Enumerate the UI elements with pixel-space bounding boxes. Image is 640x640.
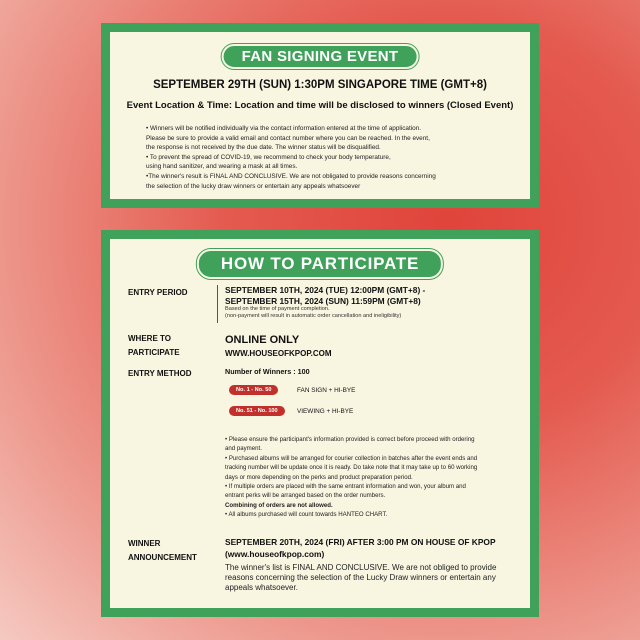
tier-range-badge: No. 1 - No. 50 <box>229 385 278 395</box>
winner-announcement-block <box>225 536 516 593</box>
fan-signing-event-card <box>101 23 539 208</box>
event-note: • To prevent the spread of COVID-19, we recommend to check your body temperature, <box>146 153 391 161</box>
method-note-bold: Combining of orders are not allowed. <box>225 501 333 509</box>
entry-method-notes <box>225 435 510 520</box>
entry-period-end: SEPTEMBER 15TH, 2024 (SUN) 11:59PM (GMT+8) <box>225 295 421 306</box>
winner-date: SEPTEMBER 20TH, 2024 (FRI) AFTER 3:00 PM ON HOUSE OF KPOP <box>225 537 496 547</box>
tier-prize: VIEWING + HI-BYE <box>297 408 354 415</box>
where-block <box>225 333 516 361</box>
method-note: • Purchased albums will be arranged for courier collection in batches after the event ends and <box>225 454 478 462</box>
winner-announcement-label: WINNER ANNOUNCEMENT <box>128 539 197 562</box>
method-note: • If multiple orders are placed with the same entrant information and won, your album and <box>225 483 466 491</box>
entry-period-start: SEPTEMBER 10TH, 2024 (TUE) 12:00PM (GMT+8) - <box>225 285 426 295</box>
event-notes-list <box>146 124 510 191</box>
entry-period-note: (non-payment will result in automatic order cancellation and ineligibility) <box>225 313 402 319</box>
entry-period-divider <box>217 285 218 323</box>
method-note: entrant perks will be arranged based on the order numbers. <box>225 492 386 500</box>
tier-range-badge: No. 51 - No. 100 <box>229 406 285 416</box>
entry-method-block <box>225 365 516 421</box>
event-date-time: SEPTEMBER 29TH (SUN) 1:30PM SINGAPORE TIME (GMT+8) <box>153 79 487 91</box>
entry-period-note: Based on the time of payment completion. <box>225 306 330 312</box>
where-site-link[interactable]: WWW.HOUSEOFKPOP.COM <box>225 349 332 358</box>
how-to-participate-card <box>101 230 539 617</box>
event-note: the response is not received by the due date. The winner status will be disqualified. <box>146 144 381 152</box>
event-note: •The winner's result is FINAL AND CONCLUSIVE. We are not obligated to provide reasons concerning <box>146 172 436 180</box>
event-note: using hand sanitizer, and wearing a mask at all times. <box>146 163 298 171</box>
how-to-participate-panel <box>110 239 530 608</box>
how-to-participate-title: HOW TO PARTICIPATE <box>197 249 443 279</box>
entry-period-block <box>225 285 516 320</box>
tier-prize: FAN SIGN + HI-BYE <box>297 387 356 394</box>
method-note: tracking number will be update once it is ready. Do take note that it may take up to 60 working <box>225 464 478 472</box>
entry-period-label: ENTRY PERIOD <box>128 288 188 297</box>
method-note: • All albums purchased will count towards HANTEO CHART. <box>225 511 388 519</box>
winner-text: The winner's list is FINAL AND CONCLUSIVE. We are not obliged to provide reasons concerning the selection of the Lucky Draw winners or entertain any appeals whatsoever. <box>225 563 497 592</box>
method-note: days or more depending on the perks and product preparation period. <box>225 473 413 481</box>
where-value: ONLINE ONLY <box>225 334 300 346</box>
fan-signing-event-title: FAN SIGNING EVENT <box>222 44 419 69</box>
winner-site-link[interactable]: (www.houseofkpop.com) <box>225 549 325 559</box>
entry-method-label: ENTRY METHOD <box>128 369 192 378</box>
fan-signing-event-panel <box>110 32 530 199</box>
method-note: • Please ensure the participant's information provided is correct before proceed with ordering <box>225 436 475 443</box>
tier-row <box>225 405 516 421</box>
winners-count: Number of Winners : 100 <box>225 367 310 376</box>
where-label: WHERE TO PARTICIPATE <box>128 334 180 357</box>
event-location: Event Location & Time: Location and time will be disclosed to winners (Closed Event) <box>126 100 514 111</box>
event-note: • Winners will be notified individually via the contact information entered at the time of application. <box>146 125 422 132</box>
event-note: Please be sure to provide a valid email and contact number where you can be reached. In the event, <box>146 134 430 142</box>
method-note: and payment. <box>225 445 262 453</box>
tier-row <box>225 384 516 400</box>
event-note: the selection of the lucky draw winners or entertain any appeals whatsoever <box>146 182 361 190</box>
